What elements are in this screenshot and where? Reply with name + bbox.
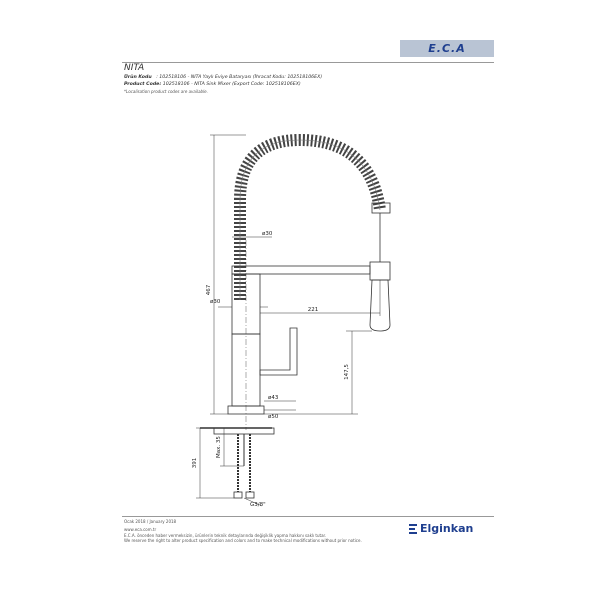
dim-hose-dia: ø30 [262, 231, 273, 237]
footer-website[interactable]: www.eca.com.tr [124, 527, 157, 532]
logo-text: E.C.A [428, 42, 466, 55]
brand-name: Elginkan [420, 522, 474, 535]
dim-hose-length: 391 [192, 457, 198, 469]
product-code-tr-value: : 102518106 - NITA Yaylı Eviye Bataryası (İhracat Kodu: 102518106EX) [156, 75, 323, 80]
product-title: NITA [124, 63, 145, 73]
product-code-en-label: Product Code: [124, 82, 162, 87]
dim-spout-height: 147,5 [344, 364, 350, 380]
dimension-lines [196, 135, 380, 506]
product-code-tr-label: Ürün Kodu [124, 75, 152, 80]
spring-coil [240, 140, 380, 300]
horizontal-arm [232, 266, 370, 274]
deck-plate [214, 428, 274, 434]
dim-reach: 221 [307, 307, 319, 313]
footer-date: Ocak 2018 / January 2018 [124, 519, 177, 524]
elginkan-logo-icon [409, 524, 417, 534]
spray-holder [370, 262, 390, 280]
footer-disclaimer-en: We reserve the right to alter product specification and colors and to make technical modifications without prior notice. [124, 538, 362, 543]
localisation-note: *Localisation product codes are available. [124, 89, 208, 94]
dim-base-inner: ø43 [268, 395, 279, 401]
product-code-en-value: 102518106 - NITA Sink Mixer (Export Code: 102518106EX) [162, 82, 301, 87]
elginkan-brand [409, 522, 473, 535]
dim-thread: G3/8" [250, 502, 266, 508]
hose-nut-1 [234, 492, 242, 498]
dim-total-height: 467 [206, 284, 212, 296]
dimension-labels [192, 231, 350, 508]
dim-body-dia: ø30 [210, 299, 221, 305]
hose-nut-2 [246, 492, 254, 498]
footer-divider [122, 516, 494, 517]
dim-deck-max: Max. 35 [216, 436, 222, 458]
dim-base-outer: ø50 [268, 414, 279, 420]
footer-disclaimer-tr: E.C.A. önceden haber vermeksizin, ürünlerin teknik detaylarında değişiklik yapma hakkını saklı tutar. [124, 533, 327, 538]
lever-handle [260, 328, 297, 375]
